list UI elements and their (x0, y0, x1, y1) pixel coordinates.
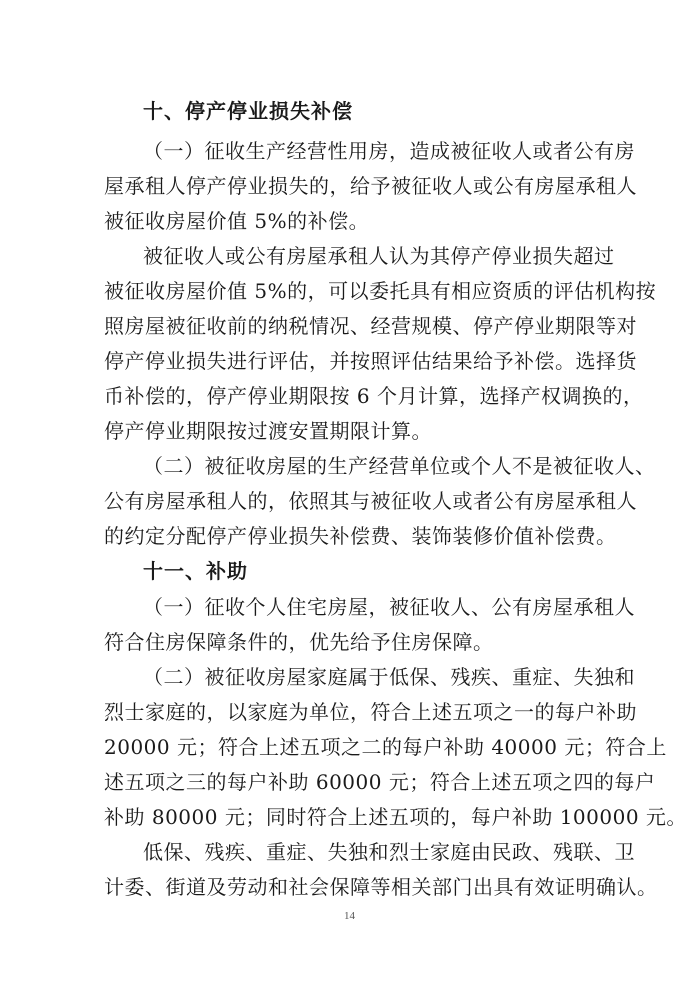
paragraph-line: 照房屋被征收前的纳税情况、经营规模、停产停业期限等对 (104, 314, 637, 338)
section-heading: 十一、补助 (143, 559, 248, 583)
paragraph-line: 补助 80000 元；同时符合上述五项的，每户补助 100000 元。 (104, 805, 687, 829)
paragraph-line: （二）被征收房屋家庭属于低保、残疾、重症、失独和 (143, 665, 635, 689)
paragraph-line: 屋承租人停产停业损失的，给予被征收人或公有房屋承租人 (104, 174, 637, 198)
paragraph-line: 述五项之三的每户补助 60000 元；符合上述五项之四的每户 (104, 770, 656, 794)
paragraph-line: 烈士家庭的，以家庭为单位，符合上述五项之一的每户补助 (104, 700, 637, 724)
paragraph-line: 停产停业损失进行评估，并按照评估结果给予补偿。选择货 (104, 349, 637, 373)
paragraph-line: （二）被征收房屋的生产经营单位或个人不是被征收人、 (143, 454, 656, 478)
paragraph-line: （一）征收个人住宅房屋，被征收人、公有房屋承租人 (143, 595, 635, 619)
paragraph-line: 的约定分配停产停业损失补偿费、装饰装修价值补偿费。 (104, 524, 617, 548)
paragraph-line: 20000 元；符合上述五项之二的每户补助 40000 元；符合上 (104, 735, 667, 759)
paragraph-line: （一）征收生产经营性用房，造成被征收人或者公有房 (143, 139, 635, 163)
paragraph-line: 符合住房保障条件的，优先给予住房保障。 (104, 630, 494, 654)
paragraph-line: 币补偿的，停产停业期限按 6 个月计算，选择产权调换的， (104, 384, 644, 408)
paragraph-line: 被征收房屋价值 5%的补偿。 (104, 209, 370, 233)
paragraph-line: 被征收房屋价值 5%的，可以委托具有相应资质的评估机构按 (104, 279, 657, 303)
paragraph-line: 公有房屋承租人的，依照其与被征收人或者公有房屋承租人 (104, 489, 637, 513)
paragraph-line: 低保、残疾、重症、失独和烈士家庭由民政、残联、卫 (143, 840, 635, 864)
paragraph-line: 计委、街道及劳动和社会保障等相关部门出具有效证明确认。 (104, 875, 658, 899)
paragraph-line: 被征收人或公有房屋承租人认为其停产停业损失超过 (143, 244, 615, 268)
page-number: 14 (344, 910, 355, 922)
section-heading: 十、停产停业损失补偿 (143, 99, 353, 123)
paragraph-line: 停产停业期限按过渡安置期限计算。 (104, 419, 432, 443)
